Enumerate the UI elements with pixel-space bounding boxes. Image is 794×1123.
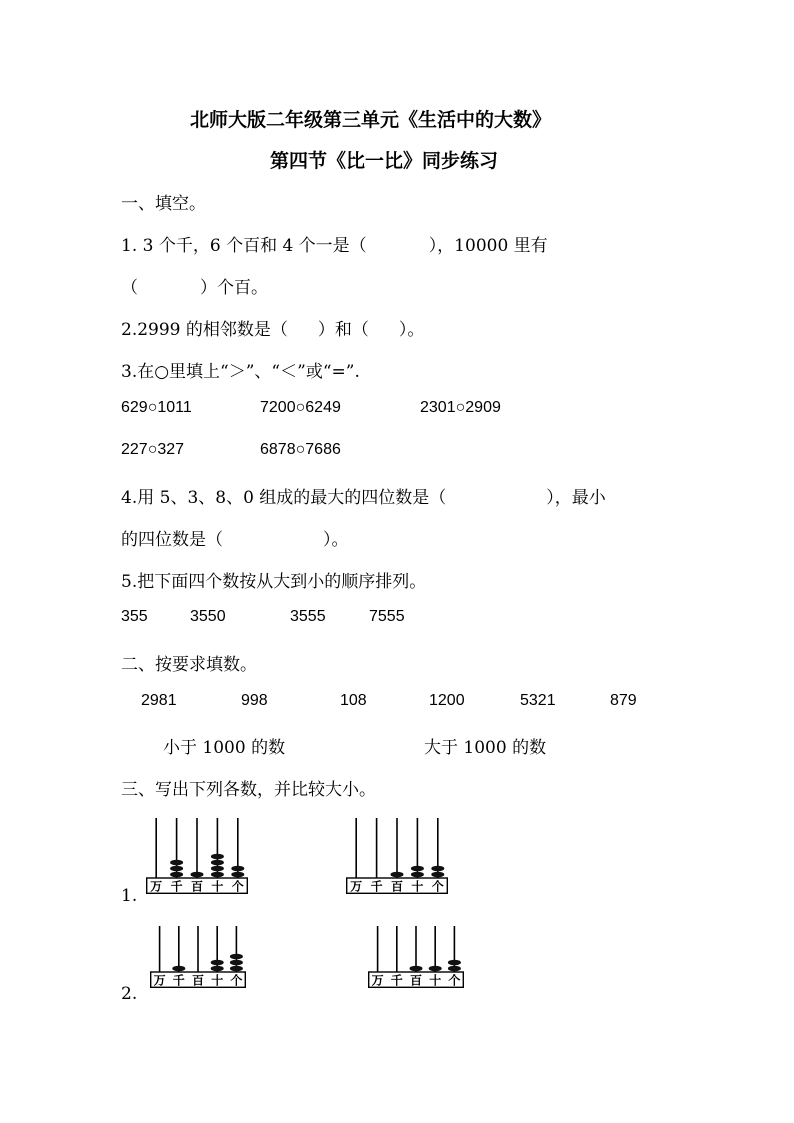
compare-item-5[interactable] [260, 441, 341, 459]
sort-number: 879 [610, 692, 637, 709]
compare-item-3[interactable] [420, 399, 501, 417]
compare-item-2[interactable] [260, 399, 341, 417]
compare-left: 2301 [420, 399, 456, 416]
place-value-label: 万 [350, 879, 363, 894]
abacus-bead [431, 872, 444, 878]
sort-number: 998 [241, 692, 268, 709]
place-value-label: 个 [448, 973, 461, 988]
compare-circle-icon[interactable]: ○ [147, 399, 158, 416]
abacus-bead [211, 854, 224, 860]
place-value-label: 个 [431, 879, 444, 894]
question-3-prompt: 3.在○里填上“＞”、“＜”或“=”. [121, 362, 360, 382]
compare-left: 227 [121, 441, 148, 458]
place-value-label: 百 [409, 973, 423, 988]
question-4-line1 [121, 483, 606, 508]
abacus-bead [170, 866, 183, 872]
sort-number: 1200 [429, 692, 465, 709]
worksheet-subtitle: 第四节《比一比》同步练习 [270, 150, 499, 172]
compare-item-1[interactable] [121, 399, 192, 417]
abacus-bead [411, 866, 424, 872]
abacus-bead [411, 872, 424, 878]
q2-text-c: ）。 [398, 320, 425, 340]
place-value-label: 千 [170, 879, 183, 894]
compare-right: 7686 [305, 441, 341, 458]
q4-text-d: ）。 [323, 530, 349, 550]
compare-circle-icon[interactable]: ○ [295, 399, 306, 416]
order-number: 3550 [190, 608, 226, 625]
place-value-label: 万 [150, 879, 163, 894]
order-number: 7555 [369, 608, 405, 625]
compare-left: 7200 [260, 399, 296, 416]
compare-left: 6878 [260, 441, 296, 458]
place-value-label: 十 [429, 973, 442, 988]
abacus-bead [410, 966, 423, 972]
compare-item-4[interactable] [121, 441, 184, 459]
place-value-label: 个 [230, 973, 243, 988]
abacus-bead [211, 966, 224, 972]
compare-circle-icon[interactable]: ○ [147, 441, 158, 458]
compare-left: 629 [121, 399, 148, 416]
compare-right: 6249 [305, 399, 341, 416]
place-value-label: 百 [390, 879, 404, 894]
abacus-bead [231, 872, 244, 878]
abacus-bead [211, 866, 224, 872]
abacus-2a [150, 926, 246, 988]
place-value-label: 百 [190, 879, 204, 894]
q1-text-d: ）个百。 [200, 278, 268, 298]
sort-number: 2981 [141, 692, 177, 709]
greater-than-1000-label: 大于 1000 的数 [424, 738, 547, 758]
abacus-bead [170, 872, 183, 878]
q1-text-b: ），10000 里有 [428, 236, 548, 256]
question-2 [121, 315, 424, 340]
row-label-2: 2. [121, 984, 138, 1004]
abacus-bead [448, 966, 461, 972]
abacus-bead [191, 872, 204, 878]
section2-heading: 二、按要求填数。 [121, 655, 257, 675]
place-value-label: 个 [231, 879, 244, 894]
compare-right: 1011 [157, 399, 192, 416]
q1-text-c: （ [121, 278, 138, 298]
abacus-bead [211, 872, 224, 878]
compare-right: 2909 [465, 399, 501, 416]
question-5-prompt: 5.把下面四个数按从大到小的顺序排列。 [121, 572, 427, 592]
abacus-bead [429, 966, 442, 972]
q4-text-b: ），最小 [546, 488, 606, 508]
q2-text-a: 2.2999 的相邻数是（ [121, 320, 288, 340]
row-label-1: 1. [121, 886, 138, 906]
question-1-line1 [121, 231, 548, 256]
abacus-bead [172, 966, 185, 972]
place-value-label: 千 [370, 879, 383, 894]
question-4-line2 [121, 525, 349, 550]
place-value-label: 万 [371, 973, 384, 988]
q4-text-c: 的四位数是（ [121, 530, 223, 550]
place-value-label: 万 [153, 973, 166, 988]
abacus-bead [211, 960, 224, 966]
q4-text-a: 4.用 5、3、8、0 组成的最大的四位数是（ [121, 488, 447, 508]
abacus-bead [448, 960, 461, 966]
place-value-label: 千 [172, 973, 185, 988]
place-value-label: 十 [211, 879, 224, 894]
q2-text-b: ）和（ [317, 320, 369, 340]
compare-circle-icon[interactable]: ○ [455, 399, 466, 416]
order-number: 3555 [290, 608, 326, 625]
sort-number: 108 [340, 692, 367, 709]
abacus-bead [391, 872, 404, 878]
compare-right: 327 [157, 441, 185, 458]
q1-text-a: 1. 3 个千，6 个百和 4 个一是（ [121, 236, 367, 256]
abacus-bead [230, 966, 243, 972]
abacus-bead [231, 866, 244, 872]
place-value-label: 十 [211, 973, 224, 988]
place-value-label: 百 [191, 973, 205, 988]
section1-heading: 一、填空。 [121, 194, 206, 214]
question-1-line2 [121, 273, 268, 298]
abacus-1b [346, 818, 448, 894]
abacus-bead [170, 860, 183, 866]
section3-heading: 三、写出下列各数，并比较大小。 [121, 780, 376, 800]
abacus-2b [368, 926, 464, 988]
order-number: 355 [121, 608, 148, 625]
place-value-label: 十 [411, 879, 424, 894]
place-value-label: 千 [390, 973, 403, 988]
worksheet-title: 北师大版二年级第三单元《生活中的大数》 [190, 109, 552, 131]
sort-number: 5321 [520, 692, 556, 709]
compare-circle-icon[interactable]: ○ [295, 441, 306, 458]
abacus-bead [431, 866, 444, 872]
abacus-bead [230, 954, 243, 960]
less-than-1000-label: 小于 1000 的数 [163, 738, 286, 758]
abacus-bead [211, 860, 224, 866]
abacus-1a [146, 818, 248, 894]
abacus-bead [230, 960, 243, 966]
